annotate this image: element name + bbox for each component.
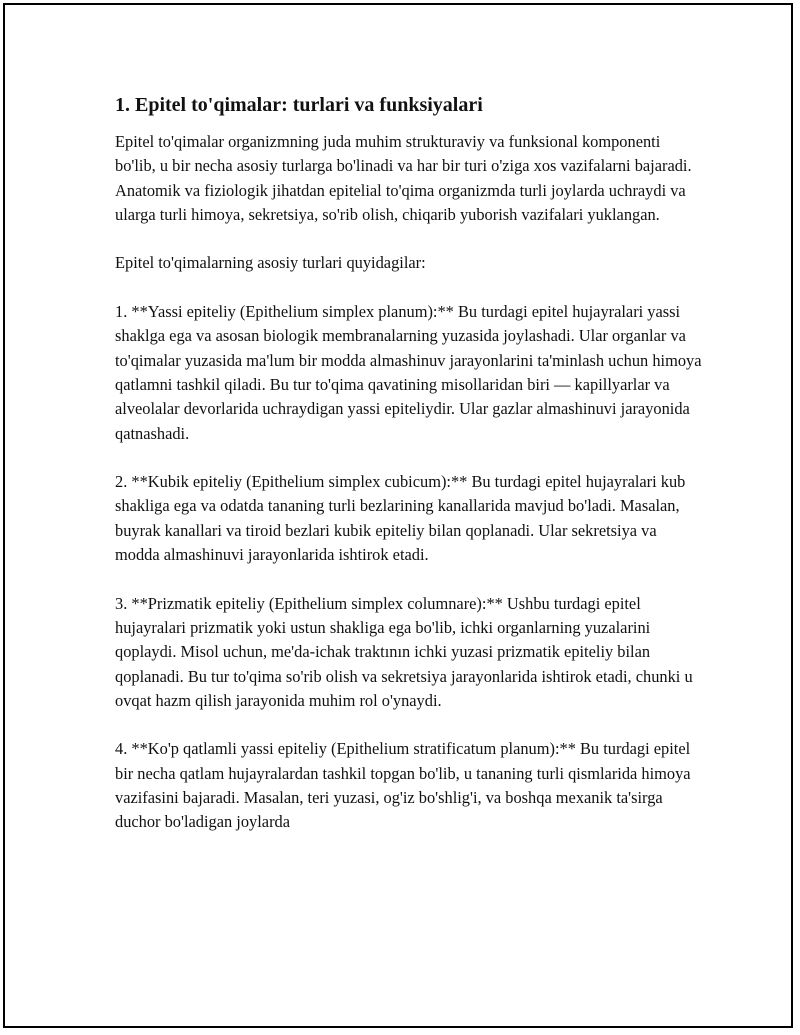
intro-paragraph: Epitel to'qimalar organizmning juda muhim strukturaviy va funksional komponenti bo'lib, u bir necha asosiy turlarga bo'linadi va har bir turi o'ziga xos vazifalarni bajaradi. Anatomik va fiziologik jihatdan epitelial to'qima organizmda turli joylarda uchraydi va ularga turli himoya, sekretsiya, so'rib olish, chiqarib yuborish vazifalari yuklangan. — [115, 132, 692, 224]
document-body — [115, 92, 705, 859]
list-item-columnar: 3. **Prizmatik epiteliy (Epithelium simplex columnare):** Ushbu turdagi epitel hujayralari prizmatik yoki ustun shakliga ega bo'lib, ichki organlarning yuzalarini qoplaydi. Misol uchun, me'da-ichak traktının ichki yuzasi prizmatik epiteliy bilan qoplanadi. Bu tur to'qima so'rib olish va sekretsiya jarayonlarida ishtirok etadi, chunki u ovqat hazm qilish jarayonida muhim rol o'ynaydi. — [115, 593, 693, 710]
list-item-cuboidal: 2. **Kubik epiteliy (Epithelium simplex cubicum):** Bu turdagi epitel hujayralari kub shakliga ega va odatda tananing turli bezlarining kanallarida mavjud bo'ladi. Masalan, buyrak kanallari va tiroid bezlari kubik epiteliy bilan qoplanadi. Ular sekretsiya va modda almashinuvi jarayonlarida ishtirok etadi. — [115, 472, 686, 565]
list-item-squamous: 1. **Yassi epiteliy (Epithelium simplex planum):** Bu turdagi epitel hujayralari yassi shaklga ega va asosan biologik membranalarning yuzasida joylashadi. Ular organlar va to'qimalar yuzasida ma'lum bir modda almashinuv jarayonlarini ta'minlash uchun himoya qatlamni tashkil qiladi. Bu tur to'qima qavatining misollaridan biri — kapillyarlar va alveolalar devorlarida uchraydigan yassi epiteliydir. Ular gazlar almashinuvi jarayonida qatnashadi. — [115, 302, 702, 443]
document-title: 1. Epitel to'qimalar: turlari va funksiyalari — [115, 94, 483, 116]
list-item-stratified: 4. **Ko'p qatlamli yassi epiteliy (Epithelium stratificatum planum):** Bu turdagi epitel bir necha qatlam hujayralardan tashkil topgan bo'lib, u tananing turli qismlarida himoya vazifasini bajaradi. Masalan, teri yuzasi, og'iz bo'shlig'i, va boshqa mexanik ta'sirga duchor bo'ladigan joylarda — [115, 739, 691, 832]
types-intro-paragraph: Epitel to'qimalarning asosiy turlari quyidagilar: — [115, 253, 426, 273]
